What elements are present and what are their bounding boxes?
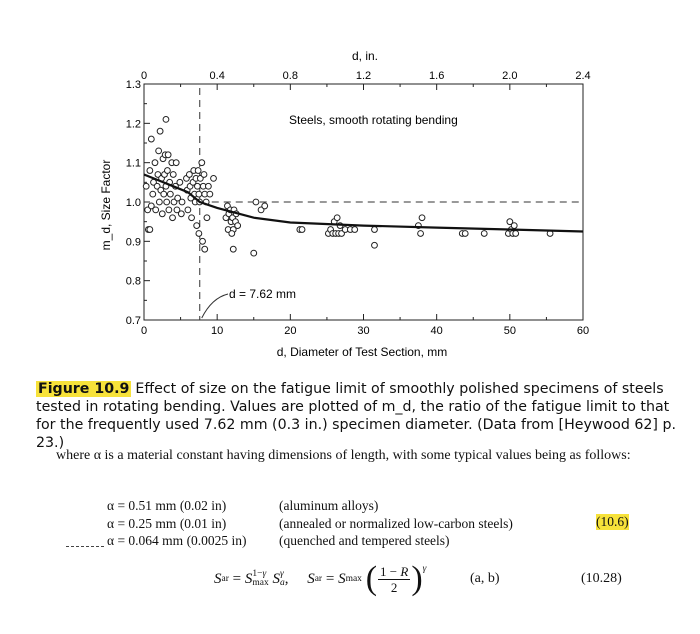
alpha-material: (aluminum alloys) xyxy=(279,498,379,513)
data-point xyxy=(170,172,176,178)
x-tick-label: 20 xyxy=(284,325,297,337)
x-tick-label: 10 xyxy=(211,325,224,337)
data-point xyxy=(251,250,257,256)
data-point xyxy=(513,231,519,237)
figure-label: Figure 10.9 xyxy=(38,381,130,397)
data-point xyxy=(143,183,149,189)
alpha-value: α = 0.064 mm (0.0025 in) xyxy=(107,533,247,548)
data-point xyxy=(262,203,268,209)
data-point xyxy=(173,160,179,166)
data-point xyxy=(147,168,153,174)
x2-tick-label: 0.4 xyxy=(209,70,225,82)
data-point xyxy=(334,215,340,221)
formula-10-28: S ar = S 1−γ max S γ a , S ar = S max ( $\frac{1 - R}{2}$ ) $^\gamma$ xyxy=(214,560,427,597)
data-point xyxy=(418,231,424,237)
data-point xyxy=(352,227,358,233)
body-paragraph: where α is a material constant having dimensions of length, with some typical values being as follows: xyxy=(56,448,631,463)
y-tick-label: 1.2 xyxy=(125,118,141,131)
data-point xyxy=(202,246,208,252)
alpha-row xyxy=(107,497,619,515)
x2-tick-label: 1.2 xyxy=(355,70,372,82)
figure-caption xyxy=(36,380,676,452)
data-point xyxy=(170,215,176,221)
alpha-values-list xyxy=(107,497,619,550)
data-point xyxy=(164,199,170,205)
reference-leader-line xyxy=(202,294,228,318)
y-tick-label: 1.0 xyxy=(125,197,141,209)
data-point xyxy=(462,231,468,237)
data-point xyxy=(201,172,207,178)
data-point xyxy=(481,231,487,237)
data-point xyxy=(189,215,195,221)
alpha-row xyxy=(107,532,619,550)
x2-axis-label: d, in. xyxy=(351,49,379,63)
figure-caption-text: Effect of size on the fatigue limit of smoothly polished specimens of steels tested in rotating bending. Values are plotted of m_d, the ratio of the fatigue limit to that for the frequently used 7.62 mm (0.3 in.) specimen diameter. (Data from [Heywood 62] p. 23.) xyxy=(36,381,676,451)
data-point xyxy=(159,211,165,217)
data-point xyxy=(163,117,169,123)
x-tick-label: 40 xyxy=(430,325,443,337)
alpha-material: (quenched and tempered steels) xyxy=(279,533,450,548)
data-point xyxy=(148,136,154,142)
x-tick-label: 30 xyxy=(357,325,370,337)
y-tick-label: 1.3 xyxy=(125,79,141,91)
alpha-material: (annealed or normalized low-carbon steels) xyxy=(279,515,513,531)
formula-parts-label: (a, b) xyxy=(470,571,500,586)
data-point xyxy=(167,191,173,197)
data-point xyxy=(207,191,213,197)
data-point xyxy=(419,215,425,221)
alpha-value: α = 0.25 mm (0.01 in) xyxy=(107,515,227,531)
data-point xyxy=(179,199,185,205)
x-tick-label: 50 xyxy=(503,325,516,337)
data-point xyxy=(235,223,241,229)
x2-tick-label: 1.6 xyxy=(429,70,445,82)
equation-number-highlight: (10.6) xyxy=(596,514,629,529)
data-point xyxy=(185,207,191,213)
x2-tick-label: 0 xyxy=(140,70,148,82)
y-tick-label: 1.1 xyxy=(125,157,141,170)
data-point xyxy=(211,176,217,182)
x2-tick-label: 2.4 xyxy=(575,70,591,82)
data-point xyxy=(204,215,210,221)
data-point xyxy=(147,227,153,233)
data-point xyxy=(196,231,202,237)
data-point xyxy=(199,160,205,166)
trend-curve xyxy=(144,175,583,232)
reference-label: d = 7.62 mm xyxy=(229,287,297,301)
x-tick-label: 0 xyxy=(140,325,148,337)
data-point xyxy=(229,231,235,237)
data-point xyxy=(230,246,236,252)
x2-tick-label: 0.8 xyxy=(282,70,298,82)
data-point xyxy=(166,207,172,213)
data-point xyxy=(156,148,162,154)
chart-annotation: Steels, smooth rotating bending xyxy=(289,113,458,127)
data-point xyxy=(195,168,201,174)
alpha-value: α = 0.51 mm (0.02 in) xyxy=(107,498,227,513)
data-point xyxy=(178,211,184,217)
y-tick-label: 0.9 xyxy=(125,236,141,249)
data-point xyxy=(253,199,259,205)
data-point xyxy=(153,207,159,213)
data-point xyxy=(165,152,171,158)
x-axis-label: d, Diameter of Test Section, mm xyxy=(276,345,448,359)
data-point xyxy=(177,179,183,185)
data-point xyxy=(161,191,167,197)
y-tick-label: 0.8 xyxy=(125,275,141,288)
data-point xyxy=(194,223,200,229)
data-point xyxy=(150,191,156,197)
data-point xyxy=(196,191,202,197)
data-point xyxy=(165,168,171,174)
data-point xyxy=(205,183,211,189)
dashed-mark xyxy=(66,546,104,547)
data-point xyxy=(299,227,305,233)
y-axis-label: m_d, Size Factor xyxy=(99,159,113,251)
data-point xyxy=(152,160,158,166)
alpha-row xyxy=(107,515,619,533)
x-tick-label: 60 xyxy=(576,325,590,337)
data-point xyxy=(156,199,162,205)
equation-number: (10.28) xyxy=(581,571,622,586)
data-point xyxy=(372,242,378,248)
data-point xyxy=(157,128,163,134)
data-point xyxy=(511,223,517,229)
x2-tick-label: 2.0 xyxy=(502,70,518,82)
data-point xyxy=(200,238,206,244)
y-tick-label: 0.7 xyxy=(125,315,141,327)
data-point xyxy=(195,183,201,189)
data-point xyxy=(372,227,378,233)
